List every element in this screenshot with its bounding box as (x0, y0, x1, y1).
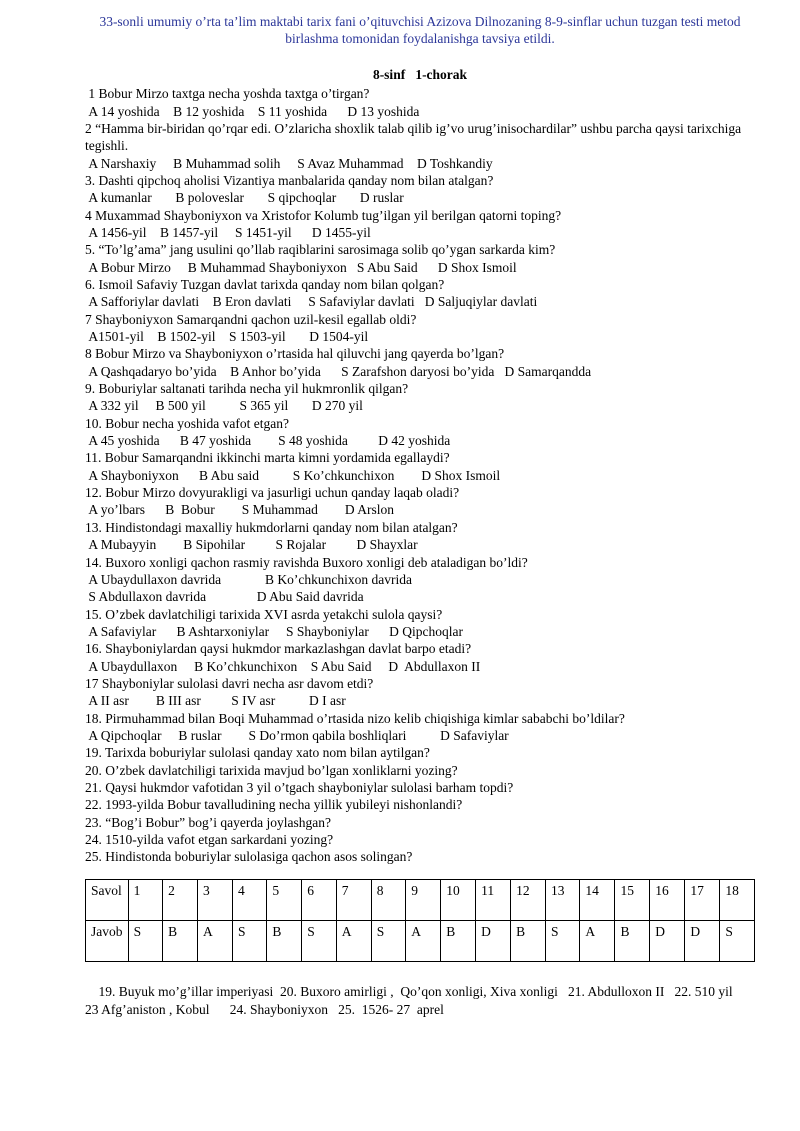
text-line: A Bobur Mirzo B Muhammad Shayboniyxon S Abu Said D Shox Ismoil (85, 259, 517, 275)
text-line: 17 Shayboniylar sulolasi davri necha asr davom etdi? (85, 675, 374, 691)
table-cell: S (302, 920, 336, 961)
table-cell: 9 (406, 879, 441, 920)
text-line: A II asr B III asr S IV asr D I asr (85, 693, 346, 709)
text-line: 4 Muxammad Shayboniyxon va Xristofor Kolumb tug’ilgan yil berilgan qatorni toping? (85, 207, 562, 223)
text-line: A Safaviylar B Ashtarxoniylar S Shayboniylar D Qipchoqlar (85, 623, 463, 639)
table-cell: 18 (720, 879, 755, 920)
text-line: A 332 yil B 500 yil S 365 yil D 270 yil (85, 398, 363, 414)
table-cell: 8 (371, 879, 405, 920)
table-cell: S (128, 920, 162, 961)
text-line: 22. 1993-yilda Bobur tavalludining necha yillik yubileyi nishonlandi? (85, 797, 463, 813)
table-cell: D (685, 920, 720, 961)
text-line: 14. Buxoro xonligi qachon rasmiy ravishda Buxoro xonligi deb ataladigan bo’ldi? (85, 554, 528, 570)
table-cell: 17 (685, 879, 720, 920)
table-cell: S (545, 920, 579, 961)
table-cell: B (511, 920, 546, 961)
text-line: A yo’lbars B Bobur S Muhammad D Arslon (85, 502, 394, 518)
text-line: 6. Ismoil Safaviy Tuzgan davlat tarixda qanday nom bilan qolgan? (85, 277, 445, 292)
table-cell: B (267, 920, 302, 961)
text-line: 3. Dashti qipchoq aholisi Vizantiya manbalarida qanday nom bilan atalgan? (85, 172, 494, 188)
text-line: 18. Pirmuhammad bilan Boqi Muhammad o’rtasida nizo kelib chiqishiga kimlar sababchi bo’ldilar? (85, 710, 625, 726)
table-cell: A (580, 920, 615, 961)
section-title: 8-sinf 1-chorak (372, 66, 468, 82)
table-cell: 3 (197, 879, 232, 920)
table-cell: 7 (336, 879, 371, 920)
table-cell: A (336, 920, 371, 961)
text-line: 13. Hindistondagi maxalliy hukmdorlarni qanday nom bilan atalgan? (85, 519, 458, 535)
question-list (85, 85, 755, 865)
table-cell: B (163, 920, 198, 961)
table-row (86, 920, 755, 961)
table-cell: 4 (232, 879, 266, 920)
table-cell: 2 (163, 879, 198, 920)
text-line: 20. O’zbek davlatchiligi tarixida mavjud bo’lgan xonliklarni yozing? (85, 762, 458, 778)
table-cell: S (371, 920, 405, 961)
document-header-note: 33-sonli umumiy o’rta ta’lim maktabi tarix fani o’qituvchisi Azizova Dilnozaning 8-9-sinflar uchun tuzgan testi metod birlashma tomonidan foydalanishga tavsiya etildi. (99, 14, 744, 47)
text-line: 9. Boburiylar saltanati tarihda necha yil hukmronlik qilgan? (85, 381, 409, 397)
answer-key-text: 19. Buyuk mo’g’illar imperiyasi 20. Buxoro amirligi , Qo’qon xonligi, Xiva xonligi 21. Abdulloxon II 22. 510 yil 23 Afg’aniston , Kobul 24. Shayboniyxon 25. 1526- 27 aprel (85, 983, 747, 1018)
text-line: A Ubaydullaxon B Ko’chkunchixon S Abu Said D Abdullaxon II (85, 658, 481, 674)
text-line: A Safforiylar davlati B Eron davlati S Safaviylar davlati D Saljuqiylar davlati (85, 294, 538, 310)
text-line: 11. Bobur Samarqandni ikkinchi marta kimni yordamida egallaydi? (85, 450, 450, 466)
table-cell: 15 (615, 879, 650, 920)
table-cell: A (406, 920, 441, 961)
text-line: 8 Bobur Mirzo va Shayboniyxon o’rtasida hal qiluvchi jang qayerda bo’lgan? (85, 346, 505, 362)
row-label-cell: Javob (86, 920, 129, 961)
table-cell: 13 (545, 879, 579, 920)
text-line: A Narshaxiy B Muhammad solih S Avaz Muhammad D Toshkandiy (85, 155, 493, 171)
text-line: 25. Hindistonda boburiylar sulolasiga qachon asos solingan? (85, 849, 413, 865)
text-line: 7 Shayboniyxon Samarqandni qachon uzil-kesil egallab oldi? (85, 311, 417, 327)
text-line: A kumanlar B poloveslar S qipchoqlar D ruslar (85, 190, 404, 206)
text-line: A Qipchoqlar B ruslar S Do’rmon qabila boshliqlari D Safaviylar (85, 727, 509, 743)
text-line: 16. Shayboniylardan qaysi hukmdor markazlashgan davlat barpo etadi? (85, 641, 472, 657)
table-cell: A (197, 920, 232, 961)
text-line: 23. “Bog’i Bobur” bog’i qayerda joylashgan? (85, 814, 331, 830)
text-line: 15. O’zbek davlatchiligi tarixida XVI asrda yetakchi sulola qaysi? (85, 606, 443, 622)
text-line: A Qashqadaryo bo’yida B Anhor bo’yida S Zarafshon daryosi bo’yida D Samarqandda (85, 363, 592, 379)
text-line: A Shayboniyxon B Abu said S Ko’chkunchixon D Shox Ismoil (85, 467, 501, 483)
table-row (86, 879, 755, 920)
table-cell: D (476, 920, 511, 961)
table-cell: S (720, 920, 755, 961)
table-cell: 16 (650, 879, 685, 920)
text-line: A 1456-yil B 1457-yil S 1451-yil D 1455-yil (85, 224, 371, 240)
answer-table (85, 879, 755, 962)
text-line: S Abdullaxon davrida D Abu Said davrida (85, 589, 364, 605)
table-cell: 1 (128, 879, 162, 920)
text-line: 1 Bobur Mirzo taxtga necha yoshda taxtga o’tirgan? (85, 86, 370, 102)
table-cell: 10 (441, 879, 476, 920)
table-cell: S (232, 920, 266, 961)
table-cell: 11 (476, 879, 511, 920)
text-line: 2 “Hamma bir-biridan qo’rqar edi. O’zlaricha shoxlik talab qilib ig’vo urug’inisochardilar” ushbu parcha qaysi tarixchiga tegishli. (85, 120, 745, 154)
table-cell: 5 (267, 879, 302, 920)
table-cell: 14 (580, 879, 615, 920)
text-line: 5. “To’lg’ama” jang usulini qo’llab raqiblarini sarosimaga solib qo’ygan sarkarda kim? (85, 242, 556, 258)
text-line: 12. Bobur Mirzo dovyurakligi va jasurligi uchun qanday laqab oladi? (85, 485, 460, 501)
table-cell: 12 (511, 879, 546, 920)
table-cell: B (615, 920, 650, 961)
table-cell: D (650, 920, 685, 961)
text-line: 24. 1510-yilda vafot etgan sarkardani yozing? (85, 832, 334, 847)
text-line: A 14 yoshida B 12 yoshida S 11 yoshida D 13 yoshida (85, 103, 420, 119)
text-line: A Mubayyin B Sipohilar S Rojalar D Shayxlar (85, 537, 418, 553)
table-cell: 6 (302, 879, 336, 920)
text-line: A 45 yoshida B 47 yoshida S 48 yoshida D 42 yoshida (85, 433, 451, 449)
table-cell: B (441, 920, 476, 961)
row-label-cell: Savol (86, 879, 129, 920)
text-line: 10. Bobur necha yoshida vafot etgan? (85, 415, 289, 431)
text-line: 19. Tarixda boburiylar sulolasi qanday xato nom bilan aytilgan? (85, 745, 430, 761)
text-line: A1501-yil B 1502-yil S 1503-yil D 1504-yil (85, 329, 369, 345)
text-line: A Ubaydullaxon davrida B Ko’chkunchixon davrida (85, 571, 412, 587)
text-line: 21. Qaysi hukmdor vafotidan 3 yil o’tgach shayboniylar sulolasi barham topdi? (85, 779, 514, 795)
